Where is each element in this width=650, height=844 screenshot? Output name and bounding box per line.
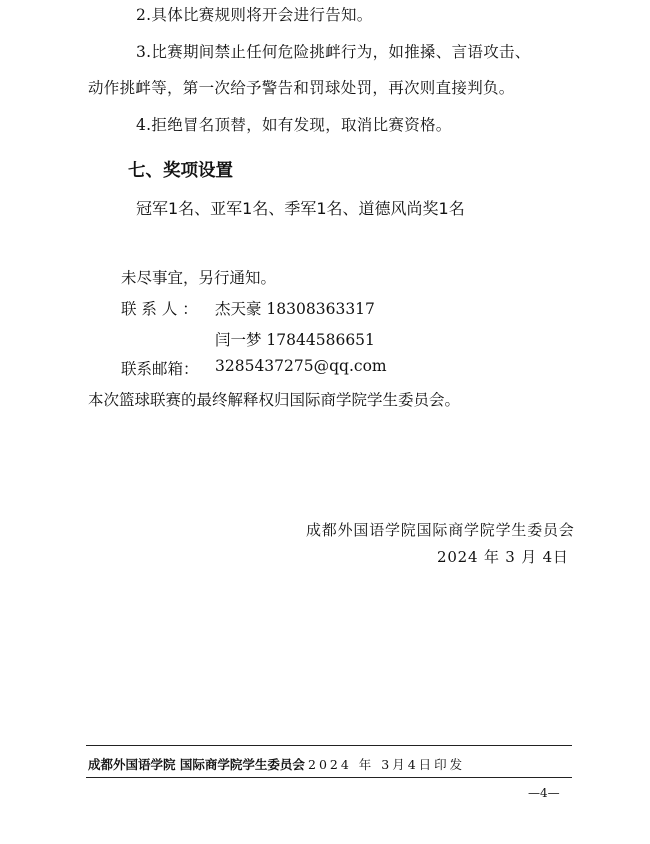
contact-person-1: 杰天豪 18308363317 (215, 300, 375, 318)
contact-person-label: 联 系 人 ： (121, 300, 198, 318)
footer-bottom-rule (86, 777, 572, 778)
final-note: 本次篮球联赛的最终解释权归国际商学院学生委员会。 (88, 391, 461, 409)
footer-top-rule (86, 745, 572, 746)
awards-text: 冠军1名、亚军1名、季军1名、道德风尚奖1名 (136, 199, 465, 218)
footer-date: 2024 年 3月4日印发 (308, 757, 466, 772)
footer-org: 成都外国语学院 国际商学院学生委员会 (88, 757, 305, 772)
rule-item-3-line-2: 动作挑衅等，第一次给予警告和罚球处罚，再次则直接判负。 (88, 79, 515, 97)
rule-item-2: 2.具体比赛规则将开会进行告知。 (136, 6, 373, 24)
page-number: —4— (528, 786, 560, 800)
signature-org: 成都外国语学院国际商学院学生委员会 (306, 521, 575, 539)
signature-date: 2024 年 3 月 4日 (437, 548, 569, 566)
contact-email: 3285437275@qq.com (215, 357, 387, 375)
notice-text: 未尽事宜，另行通知。 (121, 269, 277, 287)
awards-heading: 七、奖项设置 (128, 161, 233, 181)
rule-item-4: 4.拒绝冒名顶替，如有发现，取消比赛资格。 (136, 116, 452, 134)
contact-email-label: 联系邮箱： (121, 360, 199, 378)
contact-person-2: 闫一梦 17844586651 (215, 331, 375, 349)
rule-item-3-line-1: 3.比赛期间禁止任何危险挑衅行为，如推搡、言语攻击、 (136, 43, 531, 61)
